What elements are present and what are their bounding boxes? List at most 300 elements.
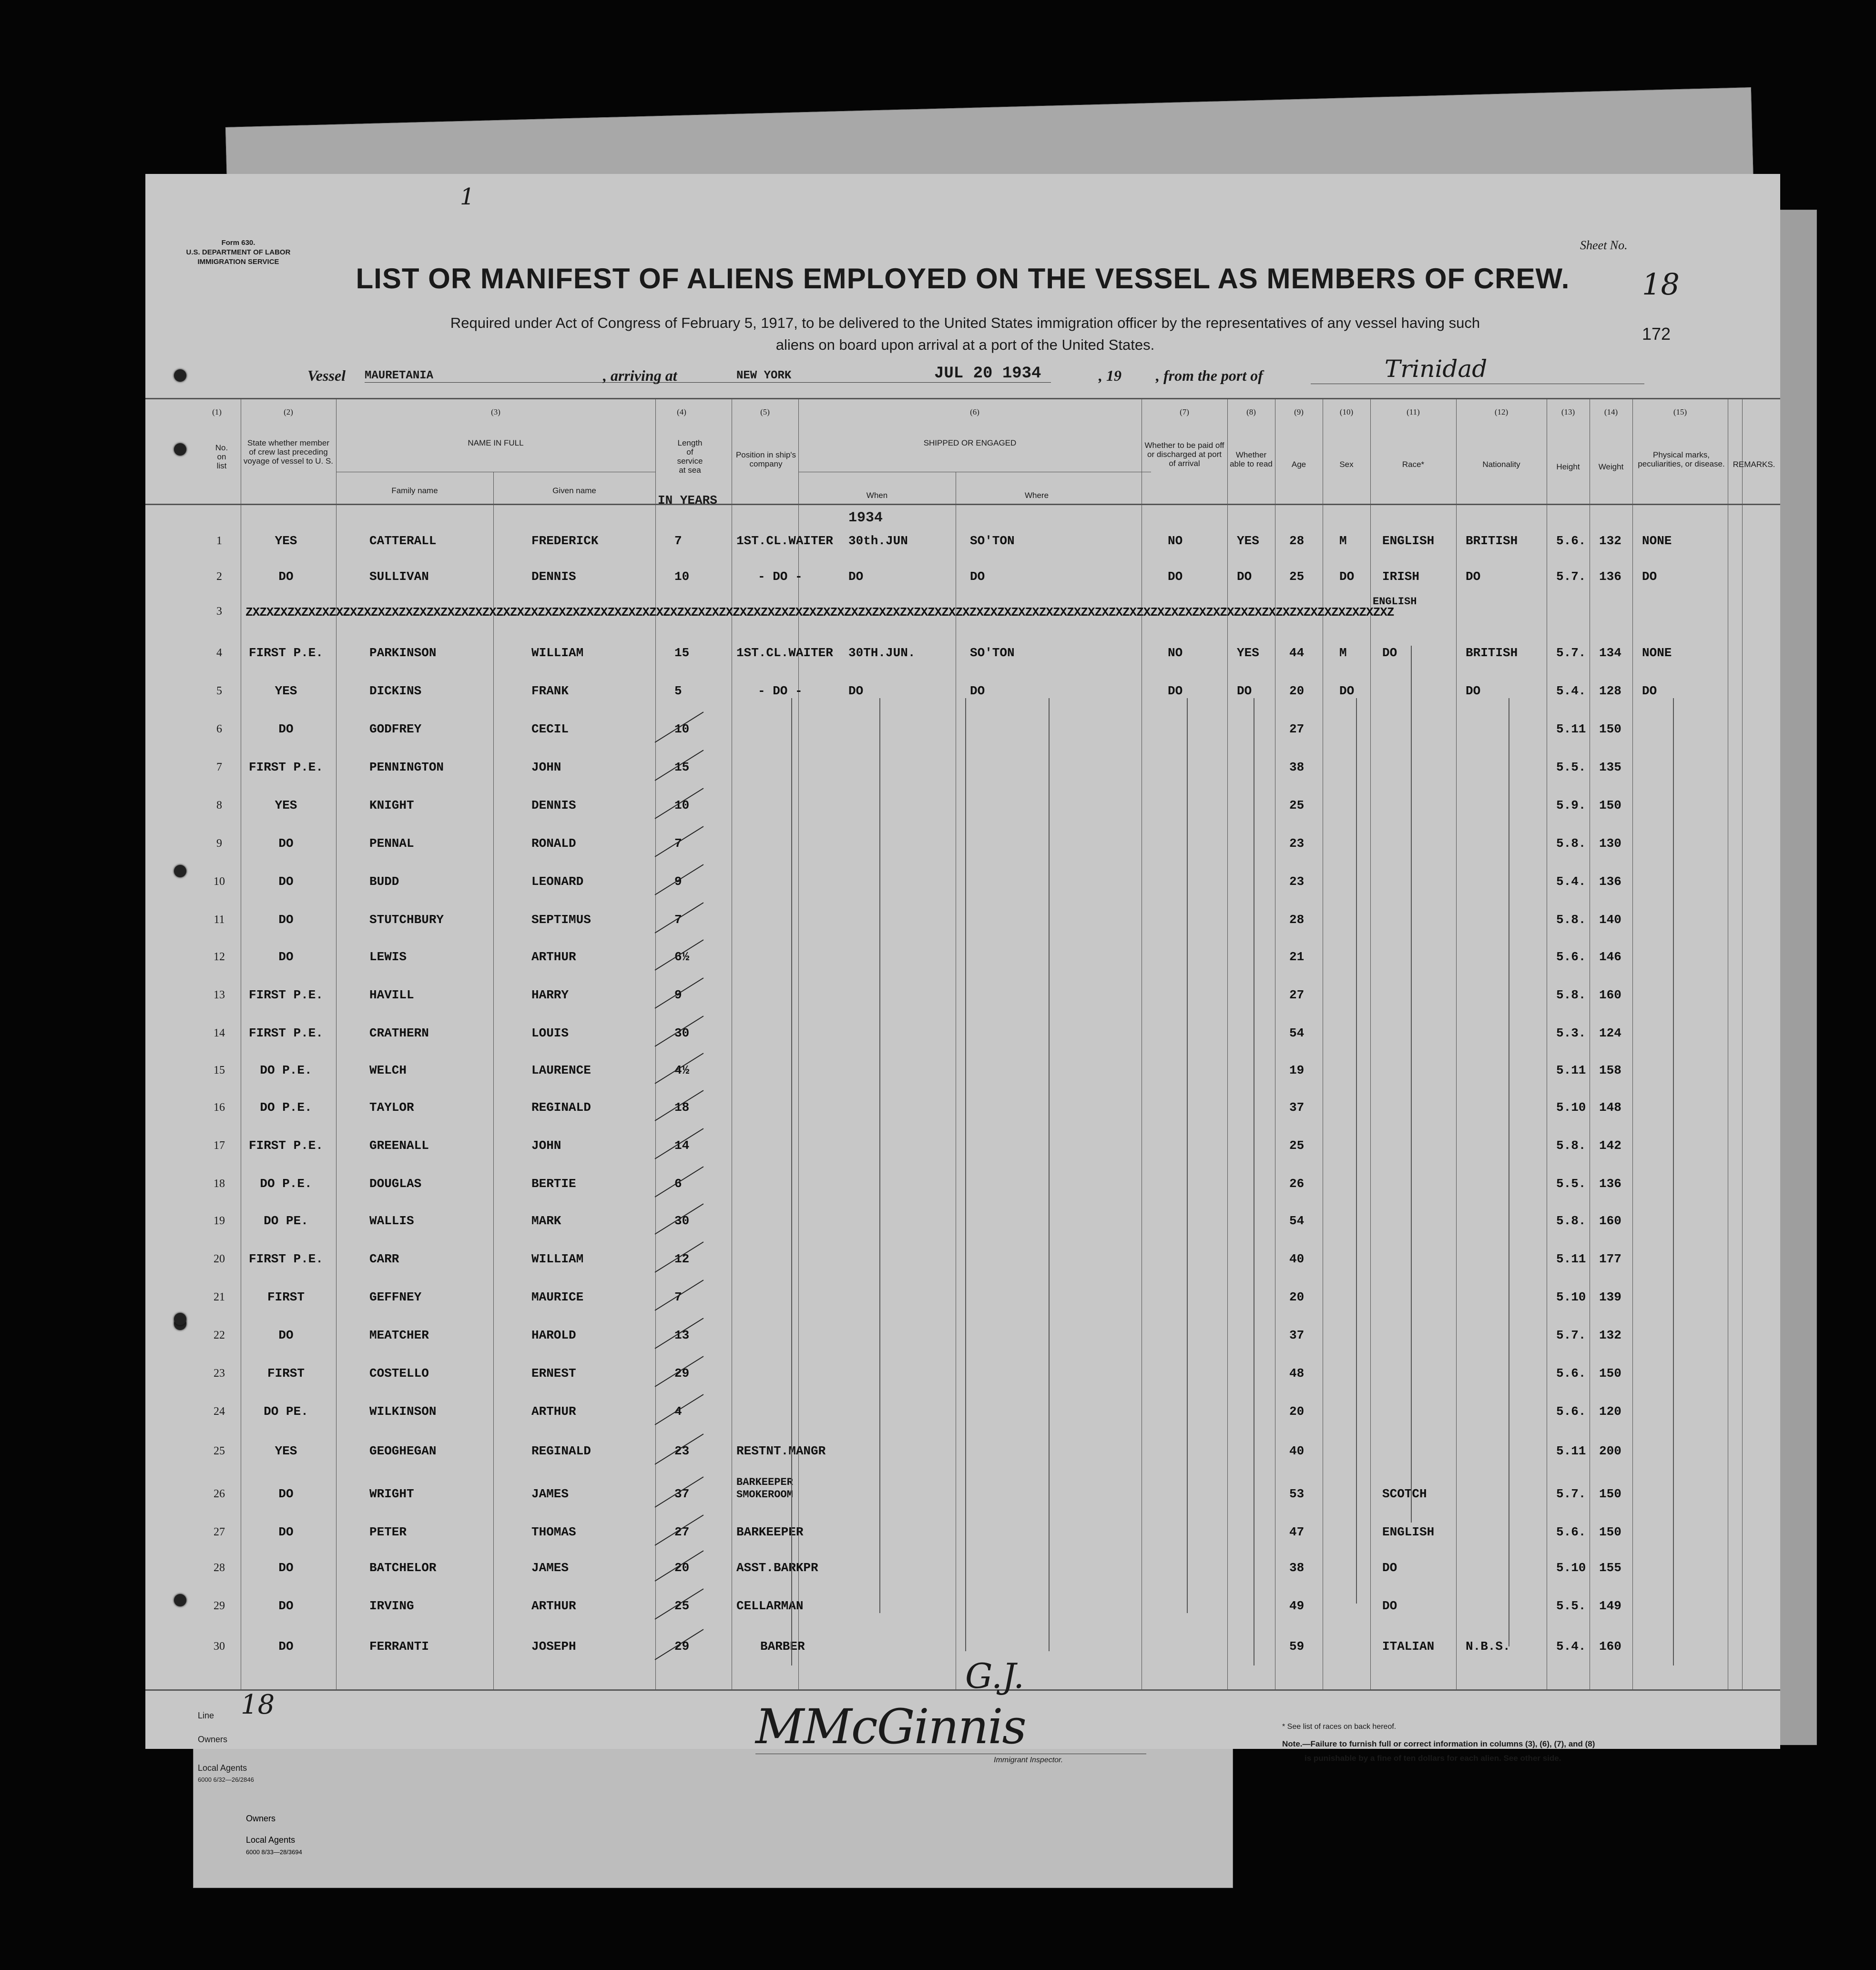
agents-label: Local Agents [198, 1763, 247, 1773]
cell-service: 13 [674, 1328, 690, 1342]
cell-paid: NO [1168, 646, 1183, 660]
cell-age: 26 [1289, 1177, 1305, 1191]
ditto-line [1356, 698, 1357, 1604]
cell-given: MAURICE [531, 1290, 584, 1304]
cell-nat: DO [1466, 569, 1481, 584]
col15-number: (15) [1673, 407, 1687, 416]
cell-height: 5.8. [1556, 1214, 1586, 1228]
cell-no: 4 [216, 647, 222, 659]
cell-service: 10 [674, 569, 690, 584]
cell-height: 5.11 [1556, 1444, 1586, 1458]
cell-weight: 136 [1599, 874, 1621, 889]
cell-read: YES [1237, 534, 1259, 548]
column-rule [1227, 398, 1228, 1689]
cell-service: 14 [674, 1138, 690, 1153]
col3-number: (3) [491, 407, 500, 416]
cell-no: 28 [214, 1562, 225, 1574]
cell-family: CATTERALL [369, 534, 437, 548]
cell-where: SO'TON [970, 534, 1015, 548]
col13-number: (13) [1561, 407, 1575, 416]
cell-no: 17 [214, 1139, 225, 1152]
cell-no: 9 [216, 837, 222, 850]
ditto-line [1673, 698, 1674, 1665]
col5-heading: Position in ship's company [735, 450, 796, 468]
cell-no: 21 [214, 1291, 225, 1303]
cell-position: 1ST.CL.WAITER [736, 534, 833, 548]
cell-family: COSTELLO [369, 1366, 429, 1381]
tally-stroke [655, 1588, 704, 1619]
col6-when-heading: When [866, 491, 888, 500]
cell-paid: DO [1168, 684, 1183, 698]
cell-weight: 150 [1599, 798, 1621, 812]
cell-height: 5.10 [1556, 1561, 1586, 1575]
cell-position: RESTNT.MANGR [736, 1444, 826, 1458]
col6-number: (6) [970, 407, 979, 416]
column-rule [493, 472, 494, 1689]
cell-age: 54 [1289, 1214, 1305, 1228]
cell-age: 38 [1289, 760, 1305, 774]
cell-weight: 150 [1599, 1366, 1621, 1381]
tally-stroke [655, 1128, 704, 1159]
cell-prev: DO P.E. [260, 1063, 312, 1077]
cell-given: SEPTIMUS [531, 913, 591, 927]
cell-family: TAYLOR [369, 1100, 414, 1115]
col1-heading: No. on list [215, 443, 228, 470]
cell-nat: N.B.S. [1466, 1639, 1510, 1654]
cell-height: 5.8. [1556, 988, 1586, 1002]
tally-stroke [655, 1015, 704, 1046]
col3-given-heading: Given name [552, 486, 596, 495]
cell-marks: NONE [1642, 646, 1672, 660]
cell-age: 28 [1289, 534, 1305, 548]
ditto-line [1411, 646, 1412, 1523]
cell-sex: DO [1339, 684, 1355, 698]
arriving-label: , arriving at [603, 367, 677, 384]
vessel-label: Vessel [307, 367, 346, 384]
cell-height: 5.7. [1556, 569, 1586, 584]
top-mark: 1 [460, 183, 475, 210]
cell-read: YES [1237, 646, 1259, 660]
cell-where: SO'TON [970, 646, 1015, 660]
column-rule [1632, 398, 1633, 1689]
col1-number: (1) [212, 407, 222, 416]
cell-prev: DO PE. [264, 1404, 308, 1419]
cell-race: SCOTCH [1382, 1487, 1427, 1501]
cell-family: DICKINS [369, 684, 422, 698]
column-rule [1456, 398, 1457, 1689]
cell-family: SULLIVAN [369, 569, 429, 584]
tally-stroke [655, 750, 704, 781]
ditto-line [1049, 698, 1050, 1651]
page-number: 172 [1642, 324, 1671, 344]
cell-weight: 135 [1599, 760, 1621, 774]
col6-year: 1934 [848, 510, 883, 526]
tally-stroke [655, 711, 704, 742]
line-handwritten: 18 [241, 1689, 275, 1720]
cell-weight: 132 [1599, 534, 1621, 548]
subtitle-line-1: Required under Act of Congress of February 5, 1917, to be delivered to the United States immigration officer by the representatives of any vessel having such [450, 315, 1480, 331]
cell-service: 4 [674, 1404, 682, 1419]
cell-race: IRISH [1382, 569, 1420, 584]
tally-stroke [655, 826, 704, 857]
cell-weight: 134 [1599, 646, 1621, 660]
cell-height: 5.5. [1556, 1599, 1586, 1613]
cell-family: IRVING [369, 1599, 414, 1613]
cell-race: ITALIAN [1382, 1639, 1435, 1654]
cell-age: 23 [1289, 836, 1305, 851]
inspector-label: Immigrant Inspector. [994, 1756, 1063, 1764]
cell-sex: M [1339, 646, 1347, 660]
cell-service: 6½ [674, 950, 690, 964]
ditto-line [791, 698, 792, 1665]
cell-no: 11 [214, 914, 225, 926]
cell-paid: DO [1168, 569, 1183, 584]
manifest-sheet [145, 174, 1780, 1783]
cell-age: 40 [1289, 1444, 1305, 1458]
cell-height: 5.5. [1556, 1177, 1586, 1191]
cell-family: GREENALL [369, 1138, 429, 1153]
binder-hole [174, 1594, 186, 1606]
cell-height: 5.6. [1556, 534, 1586, 548]
cell-service: 9 [674, 988, 682, 1002]
cell-age: 59 [1289, 1639, 1305, 1654]
cell-height: 5.8. [1556, 1138, 1586, 1153]
cell-weight: 160 [1599, 1639, 1621, 1654]
cell-family: WELCH [369, 1063, 407, 1077]
cell-weight: 120 [1599, 1404, 1621, 1419]
cell-family: PENNAL [369, 836, 414, 851]
cell-service: 20 [674, 1561, 690, 1575]
cell-where: DO [970, 684, 985, 698]
tally-stroke [655, 1629, 704, 1660]
cell-position: BARKEEPER [736, 1525, 804, 1539]
from-port-label: , from the port of [1156, 367, 1263, 384]
cell-no: 10 [214, 875, 225, 888]
tally-stroke [655, 1279, 704, 1310]
cell-prev: DO P.E. [260, 1100, 312, 1115]
cell-service: 30 [674, 1214, 690, 1228]
cell-weight: 136 [1599, 1177, 1621, 1191]
cell-weight: 128 [1599, 684, 1621, 698]
cell-age: 37 [1289, 1328, 1305, 1342]
col4-typed-units: IN YEARS [658, 493, 717, 508]
cell-given: JOHN [531, 1138, 561, 1153]
header-bottom-rule [145, 504, 1780, 505]
cell-age: 44 [1289, 646, 1305, 660]
cell-age: 53 [1289, 1487, 1305, 1501]
table-bottom-rule [145, 1689, 1780, 1691]
cell-prev: DO [278, 874, 294, 889]
cell-family: CARR [369, 1252, 399, 1266]
cell-given: LOUIS [531, 1026, 569, 1040]
cell-service: 7 [674, 1290, 682, 1304]
subtitle-line-2: aliens on board upon arrival at a port of the United States. [775, 336, 1155, 353]
cell-height: 5.7. [1556, 1328, 1586, 1342]
cell-service: 4½ [674, 1063, 690, 1077]
cell-given: ARTHUR [531, 1404, 576, 1419]
cell-given: ERNEST [531, 1366, 576, 1381]
tally-stroke [655, 1090, 704, 1121]
cell-no: 18 [214, 1178, 225, 1190]
cell-age: 40 [1289, 1252, 1305, 1266]
cell-given: CECIL [531, 722, 569, 736]
cell-prev: YES [275, 684, 297, 698]
col12-heading: Nationality [1482, 460, 1520, 469]
print-code-lower: 6000 8/33—28/3694 [246, 1848, 302, 1856]
year-label: , 19 [1099, 367, 1122, 384]
tally-stroke [655, 1394, 704, 1425]
cell-weight: 146 [1599, 950, 1621, 964]
cell-weight: 142 [1599, 1138, 1621, 1153]
cell-service: 29 [674, 1639, 690, 1654]
cell-given: DENNIS [531, 798, 576, 812]
cell-position: - DO - [758, 569, 803, 584]
cell-service: 25 [674, 1599, 690, 1613]
column-rule [1742, 398, 1743, 1689]
cell-prev: FIRST P.E. [248, 646, 324, 660]
cell-height: 5.8. [1556, 836, 1586, 851]
cell-height: 5.9. [1556, 798, 1586, 812]
col9-number: (9) [1294, 407, 1304, 416]
ditto-line [1187, 698, 1188, 1613]
tally-stroke [655, 1476, 704, 1507]
cell-no: 12 [214, 951, 225, 963]
cell-age: 20 [1289, 684, 1305, 698]
col6-heading: SHIPPED OR ENGAGED [923, 438, 1017, 447]
cell-given: MARK [531, 1214, 561, 1228]
sheet-number-label: Sheet No. [1580, 238, 1628, 252]
cell-given: REGINALD [531, 1444, 591, 1458]
cell-service: 7 [674, 836, 682, 851]
cell-height: 5.11 [1556, 1252, 1586, 1266]
cell-height: 5.10 [1556, 1100, 1586, 1115]
underlying-sheet-bottom [193, 1744, 1233, 1888]
cell-prev: DO [278, 1639, 294, 1654]
col7-number: (7) [1180, 407, 1189, 416]
cell-given: JOSEPH [531, 1639, 576, 1654]
cell-paid: NO [1168, 534, 1183, 548]
cell-age: 38 [1289, 1561, 1305, 1575]
agents-label-lower: Local Agents [246, 1835, 296, 1845]
cell-prev: DO [278, 1561, 294, 1575]
cell-height: 5.6. [1556, 950, 1586, 964]
cell-height: 5.6. [1556, 1404, 1586, 1419]
inspector-initials: G.J. [965, 1656, 1024, 1696]
print-code: 6000 6/32—26/2846 [198, 1776, 254, 1783]
cell-age: 49 [1289, 1599, 1305, 1613]
cell-given: RONALD [531, 836, 576, 851]
cell-when: DO [848, 569, 864, 584]
cancelled-row-3: ZXZXZXZXZXZXZXZXZXZXZXZXZXZXZXZXZXZXZXZXZXZXZXZXZXZXZXZXZXZXZXZXZXZXZXZXZXZXZXZXZXZXZXZXZXZXZXZXZXZXZXZXZXZXZXZXZXZXZXZXZXZXZXZXZXZXZXZXZXZXZXZXZXZXZXZXZXZXZXZXZXZXZ [245, 605, 1394, 619]
binder-hole [174, 865, 186, 877]
cell-given: BERTIE [531, 1177, 576, 1191]
cell-nat: DO [1466, 684, 1481, 698]
cell-age: 25 [1289, 1138, 1305, 1153]
cell-nat: BRITISH [1466, 534, 1518, 548]
tally-stroke [655, 1166, 704, 1197]
cell-sex: DO [1339, 569, 1355, 584]
cell-race: DO [1382, 646, 1397, 660]
column-rule [1370, 398, 1371, 1689]
cell-given: ARTHUR [531, 1599, 576, 1613]
col3-heading: NAME IN FULL [468, 438, 524, 447]
tally-stroke [655, 1203, 704, 1234]
cell-age: 19 [1289, 1063, 1305, 1077]
cell-family: MEATCHER [369, 1328, 429, 1342]
cell-prev: DO [278, 1525, 294, 1539]
cell-service: 9 [674, 874, 682, 889]
cell-age: 48 [1289, 1366, 1305, 1381]
col2-heading: State whether member of crew last preceding voyage of vessel to U. S. [243, 438, 334, 466]
cell-marks: DO [1642, 569, 1657, 584]
cell-no: 6 [216, 723, 222, 735]
penalty-note-1: Note.—Failure to furnish full or correct information in columns (3), (6), (7), and (8) [1282, 1739, 1595, 1748]
cell-marks: NONE [1642, 534, 1672, 548]
cell-age: 27 [1289, 988, 1305, 1002]
cell-prev: DO [278, 1599, 294, 1613]
cell-prev: FIRST [267, 1366, 305, 1381]
cell-family: GODFREY [369, 722, 422, 736]
cell-family: PENNINGTON [369, 760, 444, 774]
cell-prev: DO PE. [264, 1214, 308, 1228]
binder-hole [174, 369, 186, 382]
cell-weight: 150 [1599, 722, 1621, 736]
col15-heading: Physical marks, peculiarities, or disease. [1638, 450, 1725, 468]
cell-when: 30TH.JUN. [848, 646, 916, 660]
cell-marks: DO [1642, 684, 1657, 698]
cell-no: 14 [214, 1027, 225, 1039]
cell-no: 15 [214, 1064, 225, 1076]
cell-when: DO [848, 684, 864, 698]
cell-family: GEOGHEGAN [369, 1444, 437, 1458]
tally-stroke [655, 1550, 704, 1581]
cell-service: 10 [674, 722, 690, 736]
cell-given: JAMES [531, 1487, 569, 1501]
page-subtitle [279, 312, 1652, 356]
cell-prev: FIRST P.E. [248, 1026, 324, 1040]
cell-weight: 132 [1599, 1328, 1621, 1342]
cell-service: 29 [674, 1366, 690, 1381]
cell-age: 54 [1289, 1026, 1305, 1040]
cell-race: ENGLISH [1382, 1525, 1435, 1539]
cell-family: GEFFNEY [369, 1290, 422, 1304]
sheet-number-handwritten: 18 [1642, 267, 1680, 302]
date-stamp: JUL 20 1934 [934, 365, 1041, 383]
binder-hole [174, 443, 186, 456]
cell-age: 20 [1289, 1290, 1305, 1304]
row-number: 3 [216, 605, 222, 618]
cell-prev: DO [278, 836, 294, 851]
penalty-note-2: is punishable by a fine of ten dollars for each alien. See other side. [1305, 1754, 1561, 1763]
cell-position: 1ST.CL.WAITER [736, 646, 833, 660]
cell-where: DO [970, 569, 985, 584]
cell-weight: 124 [1599, 1026, 1621, 1040]
cell-read: DO [1237, 569, 1252, 584]
tally-stroke [655, 977, 704, 1008]
cell-no: 8 [216, 799, 222, 812]
cell-prev: FIRST P.E. [248, 760, 324, 774]
cell-service: 37 [674, 1487, 690, 1501]
cell-given: LAURENCE [531, 1063, 591, 1077]
cell-family: CRATHERN [369, 1026, 429, 1040]
cell-no: 5 [216, 685, 222, 697]
cell-given: FRANK [531, 684, 569, 698]
cell-given: HAROLD [531, 1328, 576, 1342]
cell-height: 5.7. [1556, 646, 1586, 660]
cell-height: 5.3. [1556, 1026, 1586, 1040]
col10-number: (10) [1339, 407, 1354, 416]
cell-given: THOMAS [531, 1525, 576, 1539]
cell-age: 47 [1289, 1525, 1305, 1539]
from-port: Trinidad [1385, 355, 1488, 383]
col10-heading: Sex [1339, 460, 1354, 469]
cell-prev: YES [275, 798, 297, 812]
tally-stroke [655, 902, 704, 933]
form-number: Form 630. [221, 239, 255, 247]
cell-weight: 150 [1599, 1525, 1621, 1539]
cell-given: FREDERICK [531, 534, 599, 548]
tally-stroke [655, 1356, 704, 1387]
cell-no: 2 [216, 570, 222, 583]
cell-position: BARKEEPER SMOKEROOM [736, 1476, 793, 1501]
cell-no: 24 [214, 1405, 225, 1418]
cell-race: DO [1382, 1599, 1397, 1613]
cell-no: 16 [214, 1101, 225, 1114]
tally-stroke [655, 939, 704, 970]
cell-given: LEONARD [531, 874, 584, 889]
cell-weight: 140 [1599, 913, 1621, 927]
cell-prev: DO [278, 722, 294, 736]
cell-age: 27 [1289, 722, 1305, 736]
col14-number: (14) [1604, 407, 1618, 416]
cell-weight: 148 [1599, 1100, 1621, 1115]
col8-heading: Whether able to read [1230, 450, 1273, 468]
cell-service: 15 [674, 646, 690, 660]
cell-height: 5.6. [1556, 1525, 1586, 1539]
col4-number: (4) [677, 407, 686, 416]
cell-given: ARTHUR [531, 950, 576, 964]
inspector-signature: MMcGinnis [755, 1699, 1026, 1755]
cell-family: PETER [369, 1525, 407, 1539]
cell-no: 27 [214, 1526, 225, 1538]
cell-given: WILLIAM [531, 646, 584, 660]
col6-where-heading: Where [1024, 491, 1049, 500]
cell-prev: FIRST P.E. [248, 1138, 324, 1153]
cell-prev: DO [278, 950, 294, 964]
cell-height: 5.4. [1556, 684, 1586, 698]
table-top-rule [145, 398, 1780, 399]
cell-height: 5.10 [1556, 1290, 1586, 1304]
cell-age: 37 [1289, 1100, 1305, 1115]
cell-position: - DO - [758, 684, 803, 698]
cell-prev: YES [275, 1444, 297, 1458]
cell-service: 27 [674, 1525, 690, 1539]
page-title: LIST OR MANIFEST OF ALIENS EMPLOYED ON THE VESSEL AS MEMBERS OF CREW. [356, 263, 1570, 294]
cell-given: HARRY [531, 988, 569, 1002]
col11-number: (11) [1407, 407, 1420, 416]
line-label: Line [198, 1711, 214, 1720]
cell-service: 18 [674, 1100, 690, 1115]
cell-service: 30 [674, 1026, 690, 1040]
cell-age: 25 [1289, 798, 1305, 812]
tally-stroke [655, 1318, 704, 1349]
cell-family: DOUGLAS [369, 1177, 422, 1191]
cell-given: DENNIS [531, 569, 576, 584]
cell-given: JOHN [531, 760, 561, 774]
col14-heading: Weight [1598, 462, 1624, 471]
cell-prev: DO P.E. [260, 1177, 312, 1191]
cell-no: 25 [214, 1445, 225, 1457]
